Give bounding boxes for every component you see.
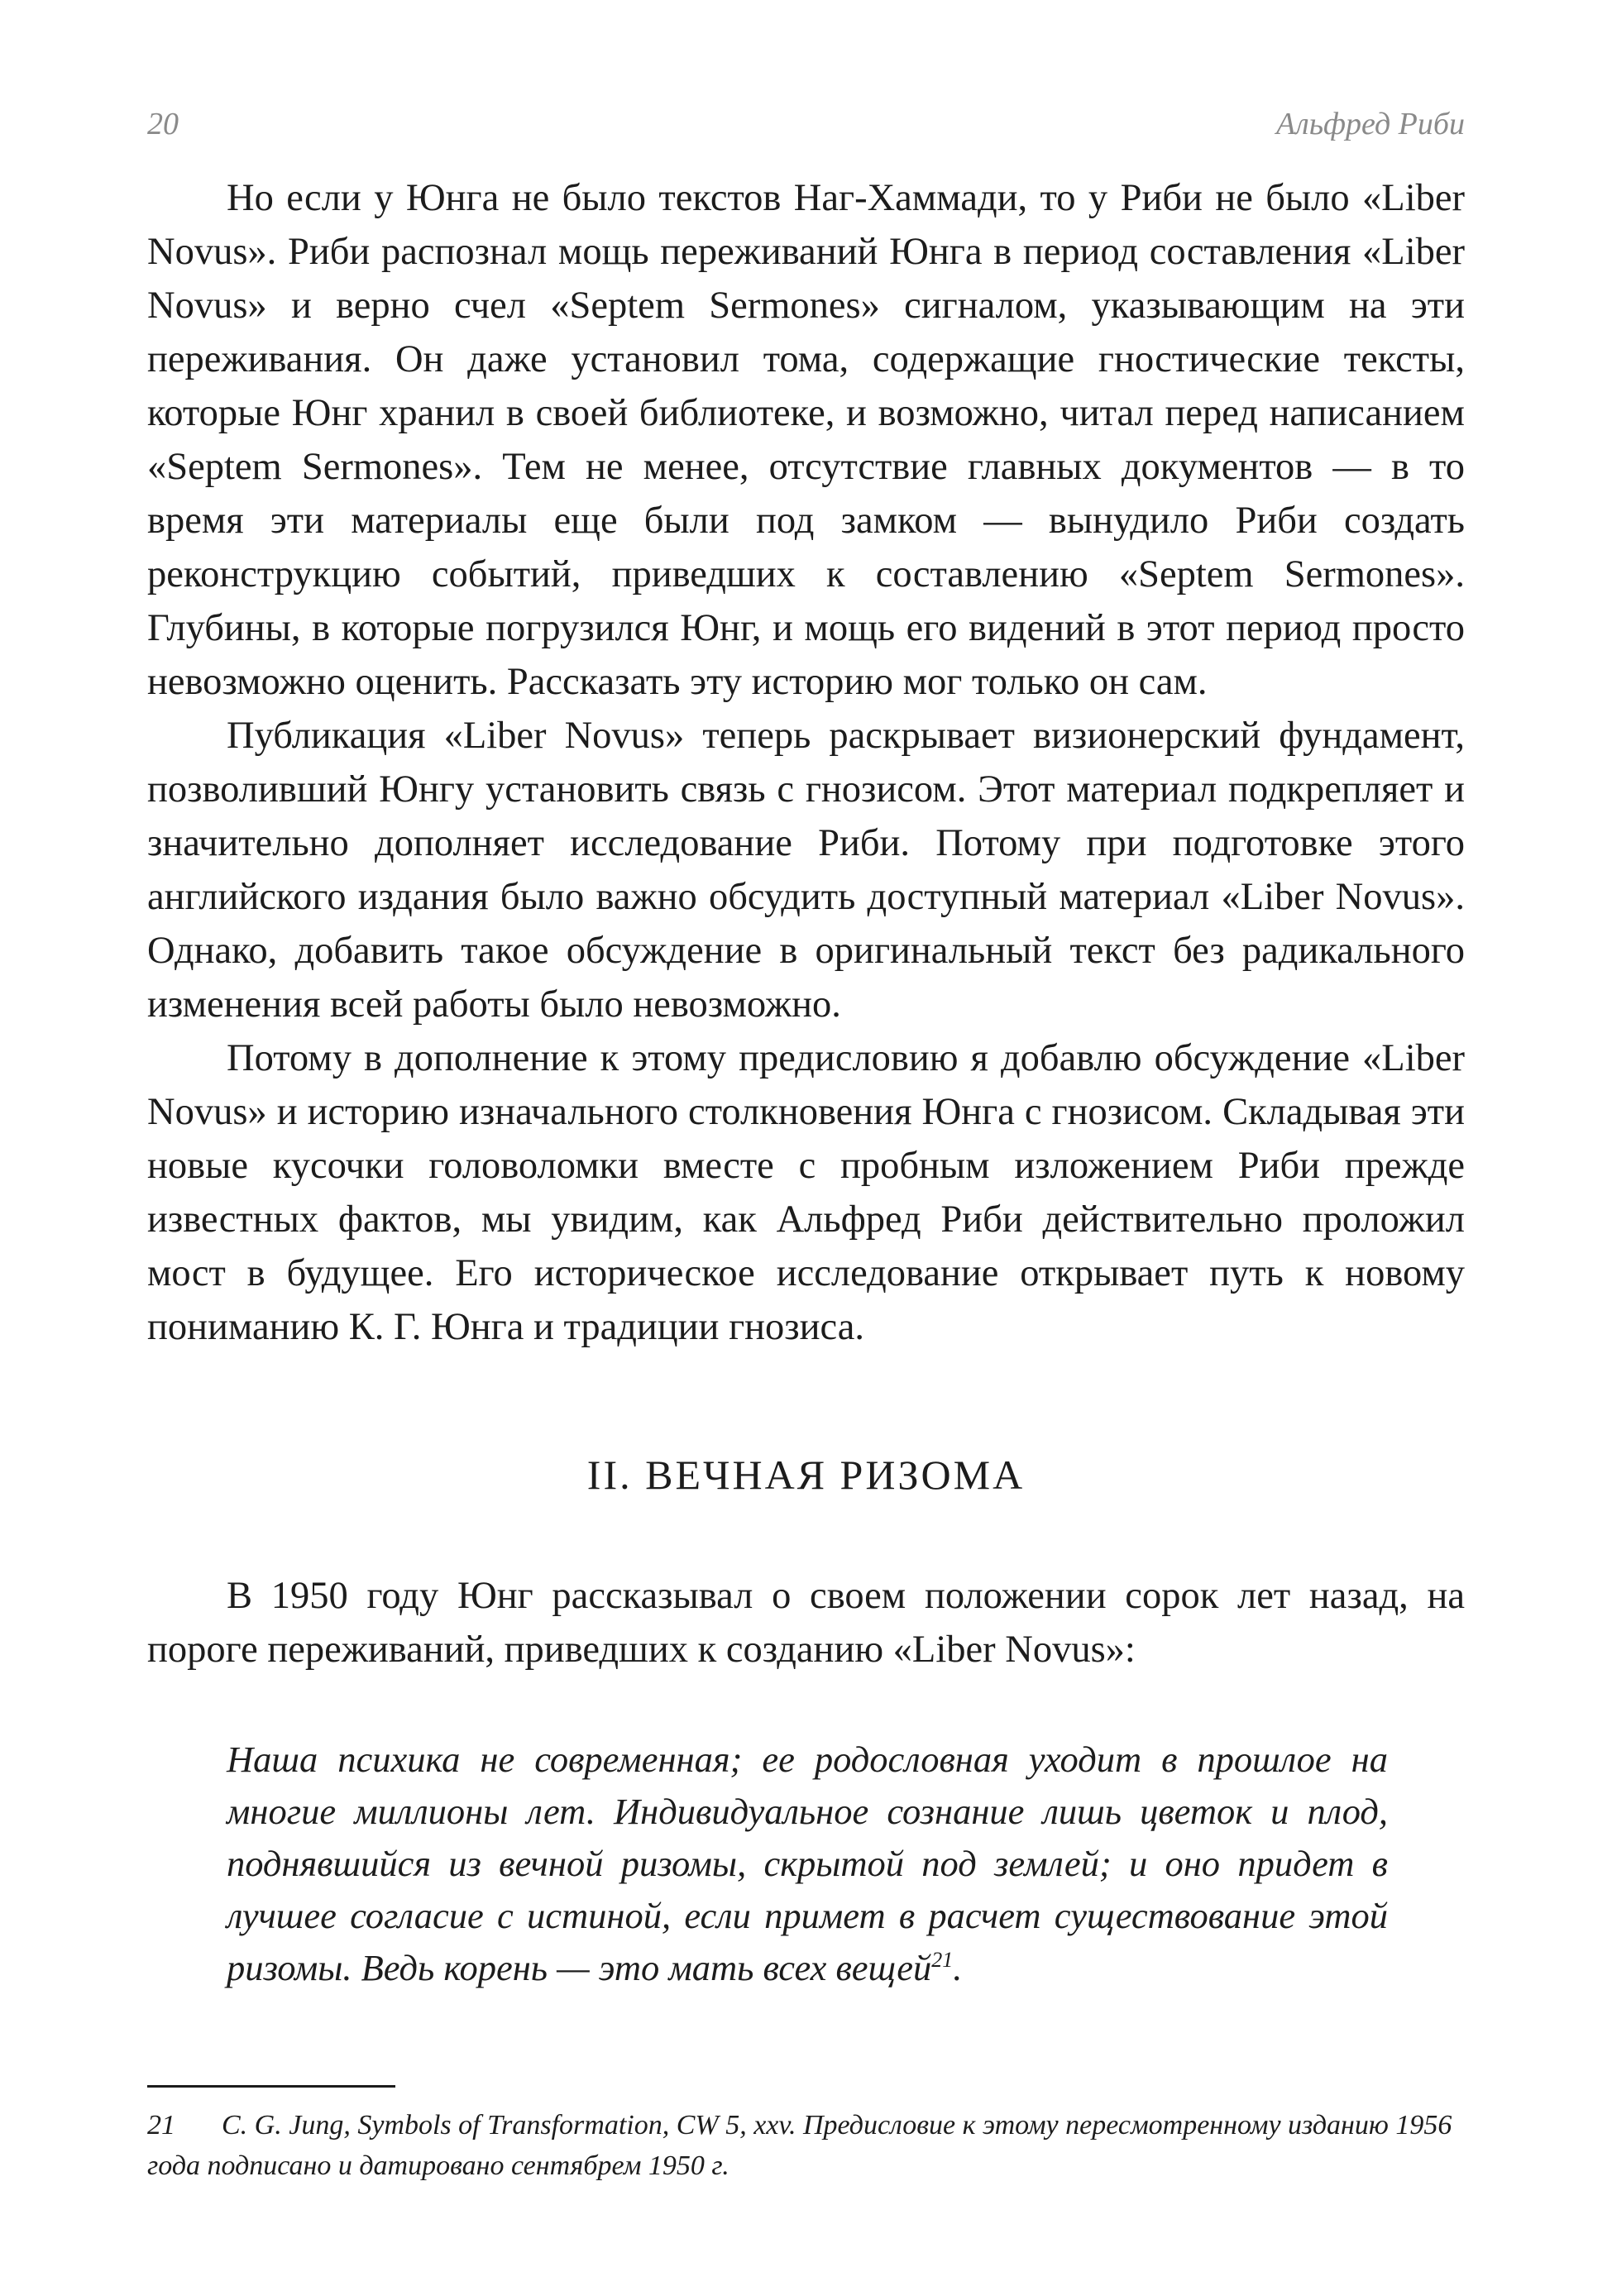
page-number: 20 xyxy=(147,107,179,141)
quote-paragraph xyxy=(227,1734,1388,1994)
footnote-text: C. G. Jung, Symbols of Transformation, CW 5, xxv. Предисловие к этому пересмотренному изданию 1956 года подписано и датировано сентябрем 1950 г. xyxy=(147,2110,1452,2181)
footnote-number: 21 xyxy=(147,2110,175,2141)
quote-text: Наша психика не современная; ее родословная уходит в прошлое на многие миллионы лет. Индивидуальное сознание лишь цветок и плод, поднявшийся из вечной ризомы, скрытой под землей; и оно придет в лучшее согласие с истиной, если примет в расчет существование этой ризомы. Ведь корень — это мать всех вещей xyxy=(227,1739,1388,1988)
paragraph-1: Но если у Юнга не было текстов Наг-Хаммади, то у Риби не было «Liber Novus». Риби распознал мощь переживаний Юнга в период составления «Liber Novus» и верно счел «Septem Sermones» сигналом, указывающим на эти переживания. Он даже установил тома, содержащие гностические тексты, которые Юнг хранил в своей библиотеке, и возможно, читал перед написанием «Septem Sermones». Тем не менее, отсутствие главных документов — в то время эти материалы еще были под замком — вынудило Риби создать реконструкцию событий, приведших к составлению «Septem Sermones». Глубины, в которые погрузился Юнг, и мощь его видений в этот период просто невозможно оценить. Рассказать эту историю мог только он сам. xyxy=(147,177,1465,703)
running-head-title: Альфред Риби xyxy=(1275,107,1465,141)
running-head xyxy=(147,106,1465,147)
main-text xyxy=(147,171,1465,1354)
footnote xyxy=(147,2105,1465,2186)
section-heading: II. ВЕЧНАЯ РИЗОМА xyxy=(586,1452,1026,1498)
block-quote xyxy=(227,1734,1388,1994)
footnote-divider xyxy=(147,2085,395,2088)
paragraph-3: Потому в дополнение к этому предисловию я добавлю обсуждение «Liber Novus» и историю изначального столкновения Юнга с гнозисом. Складывая эти новые кусочки головоломки вместе с пробным изложением Риби прежде известных фактов, мы увидим, как Альфред Риби действительно проложил мост в будущее. Его историческое исследование открывает путь к новому пониманию К. Г. Юнга и традиции гнозиса. xyxy=(147,1037,1465,1348)
section-intro-paragraph: В 1950 году Юнг рассказывал о своем положении сорок лет назад, на пороге переживаний, приведших к созданию «Liber Novus»: xyxy=(147,1575,1465,1671)
paragraph-2: Публикация «Liber Novus» теперь раскрывает визионерский фундамент, позволивший Юнгу установить связь с гнозисом. Этот материал подкрепляет и значительно дополняет исследование Риби. Потому при подготовке этого английского издания было важно обсудить доступный материал «Liber Novus». Однако, добавить такое обсуждение в оригинальный текст без радикального изменения всей работы было невозможно. xyxy=(147,715,1465,1026)
footnote-reference[interactable]: 21 xyxy=(931,1948,954,1973)
section-text xyxy=(147,1569,1465,1677)
quote-end: . xyxy=(953,1947,963,1988)
